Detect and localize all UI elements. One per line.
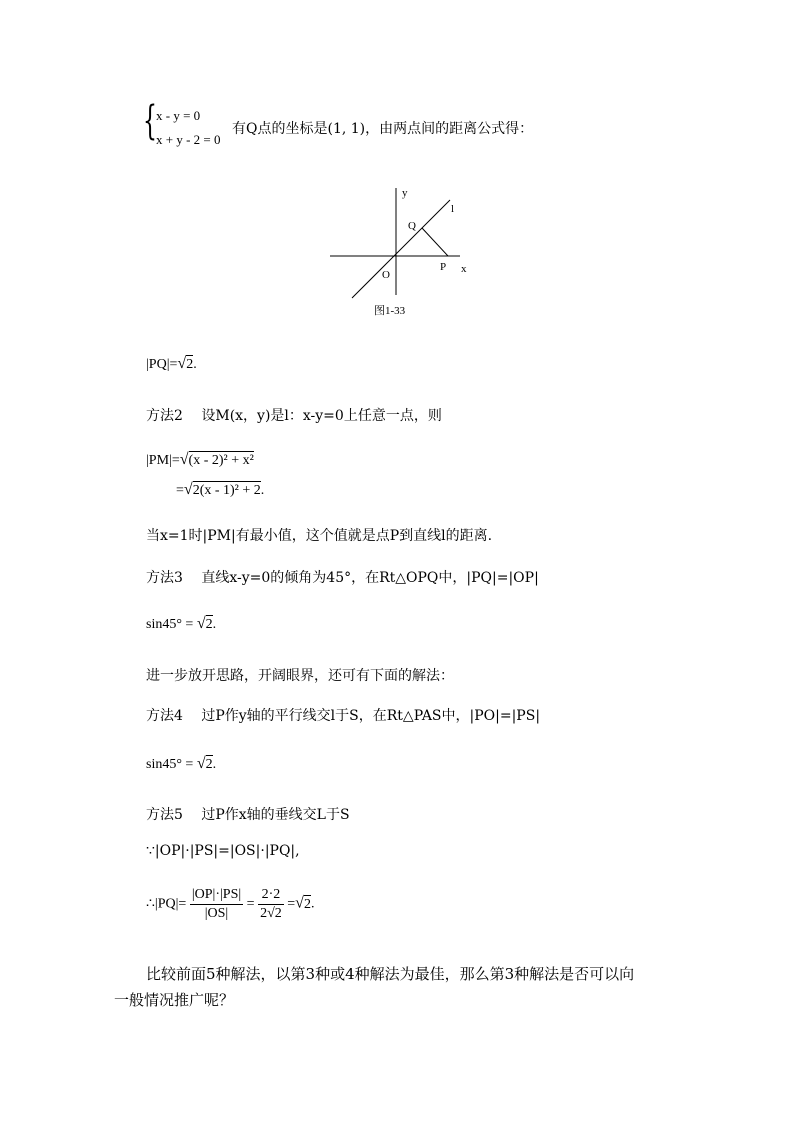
equation-2: x + y - 2 = 0 [156, 132, 221, 147]
method4-radicand: 2 [205, 757, 213, 772]
transition-text: 进一步放开思路，开阔眼界，还可有下面的解法： [146, 668, 454, 684]
pm-lhs: |PM|= [146, 453, 180, 468]
equation-1: x - y = 0 [156, 108, 201, 123]
line-l [352, 200, 450, 298]
fraction-2 [258, 886, 284, 923]
method5-end: . [310, 896, 315, 912]
therefore-lhs: ∴|PQ|= [146, 896, 187, 912]
method4-end: . [212, 757, 217, 772]
method5-intro: 方法5 过P作x轴的垂线交L于S [146, 807, 350, 823]
method3-sin-line [146, 615, 216, 633]
method4-sin-lhs: sin45° = [146, 757, 194, 772]
pm-radicand-1: (x - 2)² + x² [188, 453, 254, 468]
sqrt-icon: √ [183, 481, 193, 498]
label-x: x [461, 263, 467, 275]
fraction-2-denominator [258, 905, 284, 923]
pq-end: . [193, 357, 197, 372]
sqrt-icon: √ [179, 451, 189, 468]
closing-line-1: 比较前面5种解法，以第3种或4种解法为最佳，那么第3种解法是否可以向 [146, 965, 635, 983]
label-l: l [451, 203, 455, 215]
label-p: P [440, 261, 447, 273]
sqrt-icon: √ [196, 615, 206, 632]
equals-1: = [246, 896, 255, 912]
sqrt-icon: √ [267, 906, 275, 921]
method5-because: ∵|OP|·|PS|=|OS|·|PQ|, [146, 843, 300, 859]
method3-intro: 方法3 直线x-y=0的倾角为45°，在Rt△OPQ中，|PQ|=|OP| [146, 570, 539, 586]
pm-line-1 [146, 451, 254, 469]
pq-lhs: |PQ|= [146, 357, 178, 372]
method2-intro: 方法2 设M(x，y)是l：x-y=0上任意一点，则 [146, 408, 442, 424]
system-tail-text: 有Q点的坐标是(1, 1)，由两点间的距离公式得： [232, 121, 534, 137]
pm-equals: = [176, 483, 184, 498]
left-brace: { [143, 98, 157, 144]
label-y: y [402, 187, 408, 199]
pm-radicand-2: 2(x - 1)² + 2 [192, 483, 261, 498]
fraction-2-numerator: 2·2 [258, 886, 284, 905]
closing-line-2: 一般情况推广呢？ [114, 991, 235, 1009]
pm-line-2 [176, 481, 264, 499]
equals-2: = [287, 896, 296, 912]
coordinate-figure [320, 180, 480, 320]
method3-sin-lhs: sin45° = [146, 617, 194, 632]
fraction-1 [190, 886, 243, 923]
sqrt-icon: √ [295, 894, 304, 912]
pq-result [146, 355, 197, 373]
fraction-2-den-coef: 2 [260, 906, 268, 921]
method5-radicand: 2 [303, 896, 311, 912]
sqrt-icon: √ [196, 755, 206, 772]
sqrt-icon: √ [177, 355, 187, 372]
fraction-2-den-radicand: 2 [274, 906, 282, 921]
method3-radicand: 2 [205, 617, 213, 632]
method3-end: . [212, 617, 217, 632]
label-o: O [382, 269, 390, 281]
method4-sin-line [146, 755, 216, 773]
fraction-1-numerator: |OP|·|PS| [190, 886, 243, 905]
pq-radicand: 2 [186, 357, 194, 372]
label-q: Q [408, 220, 416, 232]
segment-qp [422, 228, 448, 256]
fraction-1-denominator: |OS| [204, 906, 229, 921]
method4-intro: 方法4 过P作y轴的平行线交l于S，在Rt△PAS中，|PO|=|PS| [146, 708, 541, 724]
method2-conclusion: 当x=1时|PM|有最小值，这个值就是点P到直线l的距离. [146, 528, 493, 544]
figure-caption: 图1-33 [374, 305, 406, 317]
method5-therefore-line [146, 886, 314, 923]
pm-end: . [260, 483, 265, 498]
